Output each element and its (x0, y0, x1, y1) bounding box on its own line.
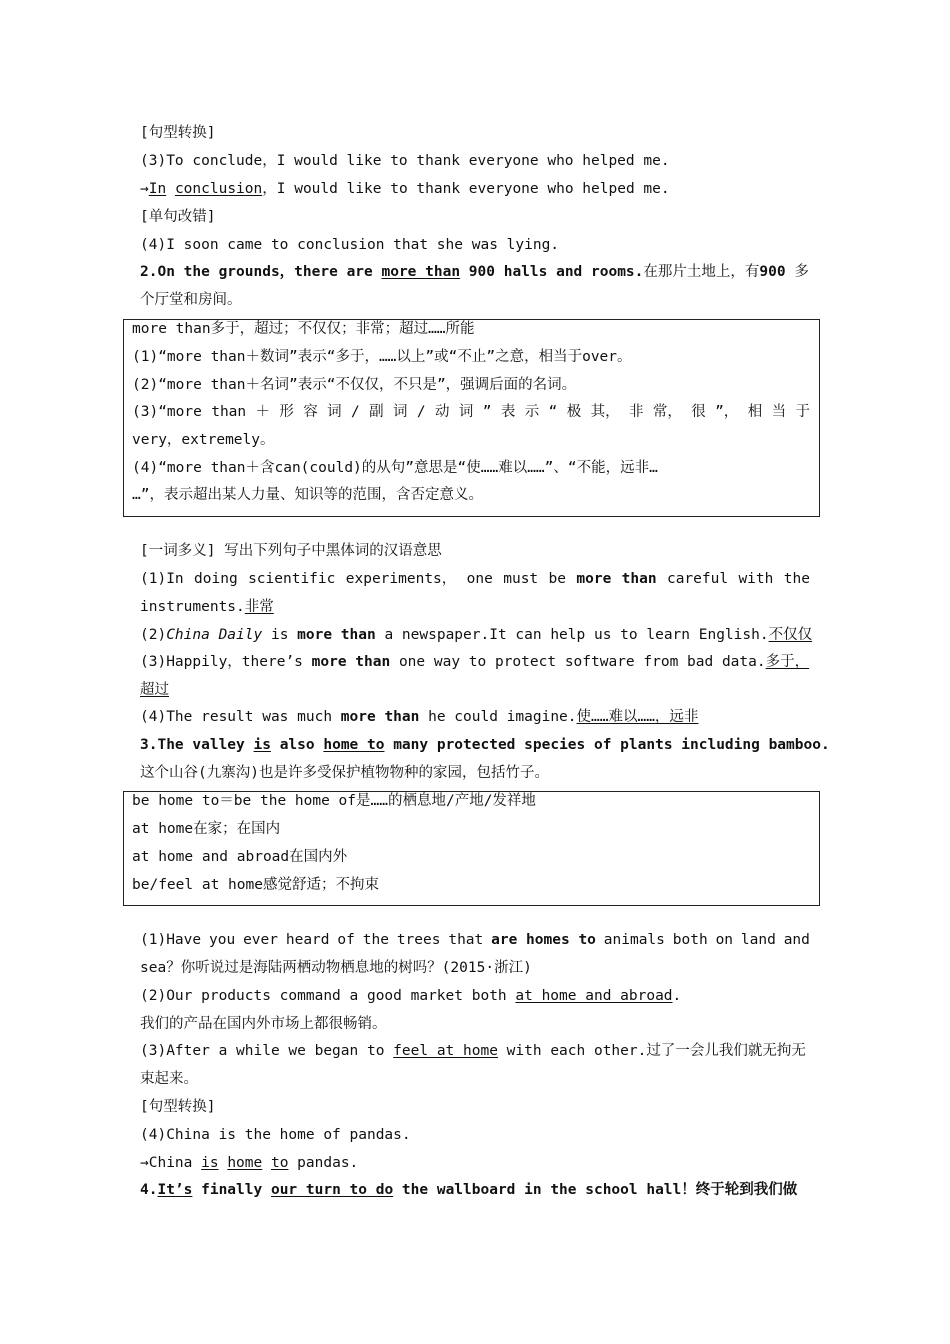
box1-line-7: …”，表示超出某人力量、知识等的范围，含否定意义。 (132, 487, 483, 503)
example-2: (2)Our products command a good market both at home and abroad. (140, 988, 682, 1004)
example-1-line-1: (1)Have you ever heard of the trees that are homes to animals both on land and (140, 932, 810, 948)
item-2-sentence: 2.On the grounds，there are more than 900 halls and rooms.在那片土地上，有900 多 (140, 264, 809, 280)
heading-sentence-transform: [句型转换] (140, 125, 216, 141)
answer-blank: 非常 (244, 599, 274, 615)
box1-line-2: (1)“more than＋数词”表示“多于，……以上”或“不止”之意，相当于over。 (132, 349, 632, 365)
exercise-4-text: (4)I soon came to conclusion that she was lying. (140, 237, 560, 253)
box1-line-1: more than多于，超过；不仅仅；非常；超过……所能 (132, 321, 475, 337)
answer-blank: to (270, 1155, 289, 1171)
example-1-line-2: sea？你听说过是海陆两栖动物栖息地的树吗？(2015·浙江) (140, 960, 532, 976)
example-3: (3)After a while we began to feel at home with each other.过了一会儿我们就无拘无 (140, 1043, 806, 1059)
key-phrase: It’s (157, 1182, 193, 1198)
polysemy-2: (2)China Daily is more than a newspaper.It can help us to learn English.不仅仅 (140, 627, 813, 643)
answer-blank: 不仅仅 (768, 627, 813, 643)
answer-blank: In (148, 181, 167, 197)
example-4: (4)China is the home of pandas. (140, 1127, 411, 1143)
answer-blank: is (201, 1155, 219, 1171)
example-3-line-2: 束起来。 (140, 1071, 198, 1087)
heading-polysemy: [一词多义] 写出下列句子中黑体词的汉语意思 (140, 543, 442, 559)
polysemy-4: (4)The result was much more than he could imagine.使……难以……，远非 (140, 709, 699, 725)
polysemy-1-line-1: (1)In doing scientific experiments， one must be more than careful with the (140, 571, 810, 587)
answer-blank: 使……难以……，远非 (576, 709, 699, 725)
exercise-3-answer: →In conclusion，I would like to thank everyone who helped me. (140, 181, 670, 197)
example-4-answer: →China is home to pandas. (140, 1155, 359, 1171)
key-phrase: more than (381, 264, 461, 280)
box1-line-4: (3)“more than ＋ 形 容 词 / 副 词 / 动 词 ” 表 示 “ 极 其， 非 常， 很 ”， 相 当 于 (132, 404, 810, 420)
heading-sentence-transform-2: [句型转换] (140, 1099, 216, 1115)
box2-line-2: at home在家；在国内 (132, 821, 281, 837)
box2-line-4: be/feel at home感觉舒适；不拘束 (132, 877, 379, 893)
polysemy-3: (3)Happily，there’s more than one way to protect software from bad data.多于， (140, 654, 810, 670)
key-phrase: our turn to do (270, 1182, 394, 1198)
box1-line-6: (4)“more than＋含can(could)的从句”意思是“使……难以……”、“不能，远非… (132, 460, 658, 476)
box1-line-3: (2)“more than＋名词”表示“不仅仅，不只是”，强调后面的名词。 (132, 377, 577, 393)
box1-line-5: very，extremely。 (132, 432, 275, 448)
item-2-translation: 个厅堂和房间。 (140, 292, 242, 308)
key-phrase: is (253, 737, 271, 753)
answer-blank: conclusion (174, 181, 263, 197)
answer-blank: 多于， (765, 654, 810, 670)
item-3-sentence: 3.The valley is also home to many protected species of plants including bamboo. (140, 737, 830, 753)
exercise-3-text: (3)To conclude，I would like to thank everyone who helped me. (140, 153, 670, 169)
item-4-sentence: 4.It’s finally our turn to do the wallboard in the school hall！终于轮到我们做 (140, 1182, 798, 1198)
key-phrase: home to (323, 737, 385, 753)
box2-line-1: be home to＝be the home of是……的栖息地/产地/发祥地 (132, 793, 536, 809)
example-2-translation: 我们的产品在国内外市场上都很畅销。 (140, 1016, 387, 1032)
answer-blank: 超过 (140, 682, 169, 698)
box2-line-3: at home and abroad在国内外 (132, 849, 348, 865)
answer-blank: at home and abroad (515, 988, 673, 1004)
heading-error-correction: [单句改错] (140, 209, 216, 225)
item-3-translation: 这个山谷(九寨沟)也是许多受保护植物物种的家园，包括竹子。 (140, 765, 549, 781)
polysemy-3-line-2 (140, 681, 810, 699)
polysemy-1-line-2: instruments.非常 (140, 599, 274, 615)
answer-blank: feel at home (393, 1043, 498, 1059)
answer-blank: home (227, 1155, 263, 1171)
